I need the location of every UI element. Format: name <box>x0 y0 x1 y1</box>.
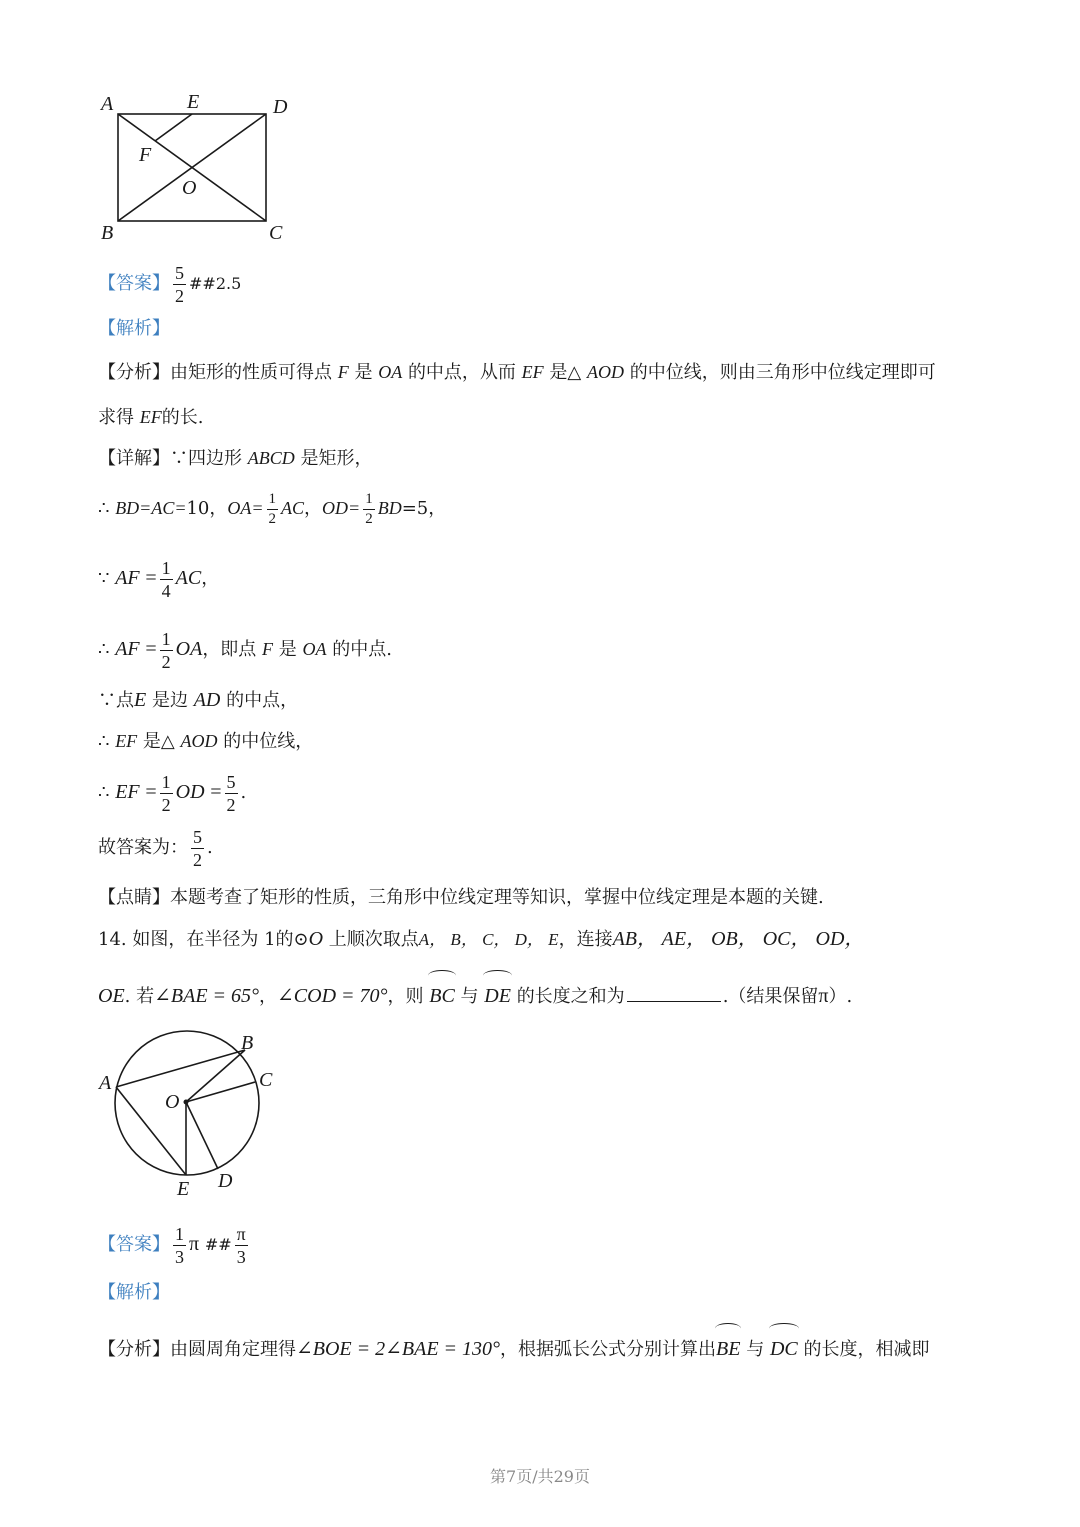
q13-detail-line1: 【详解】∵四边形 ABCD 是矩形， <box>98 448 373 469</box>
circle-figure <box>95 1030 290 1205</box>
label-A: A <box>99 1072 112 1094</box>
label-D: D <box>218 1170 233 1192</box>
arc-be: BE <box>716 1325 740 1367</box>
label-B: B <box>101 222 114 244</box>
q14-line1: 14. 如图，在半径为 1的⊙O 上顺次取点A， B， C， D， E，连接AB， AE， OB， OC， OD， <box>98 928 865 950</box>
label-F: F <box>139 144 152 166</box>
label-B: B <box>241 1032 254 1054</box>
answer-blank <box>627 983 721 1002</box>
label-E: E <box>177 1178 190 1200</box>
label-D: D <box>273 96 288 118</box>
q14-analysis-tag: 【解析】 <box>98 1282 170 1303</box>
q13-analysis-tag: 【解析】 <box>98 318 170 339</box>
q13-detail-line4: ∴ AF = $\frac{1}{2}$ OA，即点 F 是 OA 的中点. <box>98 628 392 672</box>
label-E: E <box>187 91 200 113</box>
q13-fenxi-line1: 【分析】由矩形的性质可得点 F 是 OA 的中点，从而 EF 是△ AOD 的中位线，则由三角形中位线定理即可 <box>98 362 936 383</box>
q13-answer: 【答案】 $\frac{5}{2}$ ##2.5 <box>98 262 242 306</box>
page-number: 第7页/共29页 <box>490 1467 590 1486</box>
q13-final-answer: 故答案为： $\frac{5}{2}$ . <box>98 826 213 870</box>
q13-detail-line6: ∴ EF 是△ AOD 的中位线， <box>98 731 314 752</box>
arc-bc: BC <box>429 972 455 1014</box>
label-O: O <box>182 177 197 199</box>
q14-answer: 【答案】 $\frac{1}{3}$ π ## $\frac{\pi}{3}$ <box>98 1223 246 1267</box>
arc-dc: DC <box>770 1325 798 1367</box>
q14-line2: OE. 若∠BAE = 65°，∠COD = 70°，则 BC 与 DE 的长度之和为 .（结果保留π）. <box>98 972 852 1008</box>
q13-detail-line2: ∴ BD=AC=10，OA= $\frac{1}{2}$ AC，OD= $\frac{1}{2}$ BD=5， <box>98 490 447 527</box>
label-A: A <box>101 93 114 115</box>
label-C: C <box>269 222 283 244</box>
label-O: O <box>165 1091 180 1113</box>
q13-detail-line7: ∴ EF = $\frac{1}{2}$ OD = $\frac{5}{2}$ . <box>98 771 247 815</box>
q13-comment: 【点睛】本题考查了矩形的性质，三角形中位线定理等知识，掌握中位线定理是本题的关键. <box>98 887 824 908</box>
q13-detail-line5: ∵点E 是边 AD 的中点， <box>98 689 299 711</box>
arc-de: DE <box>484 972 511 1014</box>
q13-detail-line3: ∵ AF = $\frac{1}{4}$ AC， <box>98 557 220 601</box>
rectangle-figure <box>95 85 305 245</box>
label-C: C <box>259 1069 273 1091</box>
q13-fenxi-line2: 求得 EF的长. <box>98 407 204 428</box>
q14-fenxi: 【分析】由圆周角定理得∠BOE = 2∠BAE = 130°，根据弧长公式分别计算出BE 与 DC 的长度，相减即 <box>98 1325 929 1361</box>
